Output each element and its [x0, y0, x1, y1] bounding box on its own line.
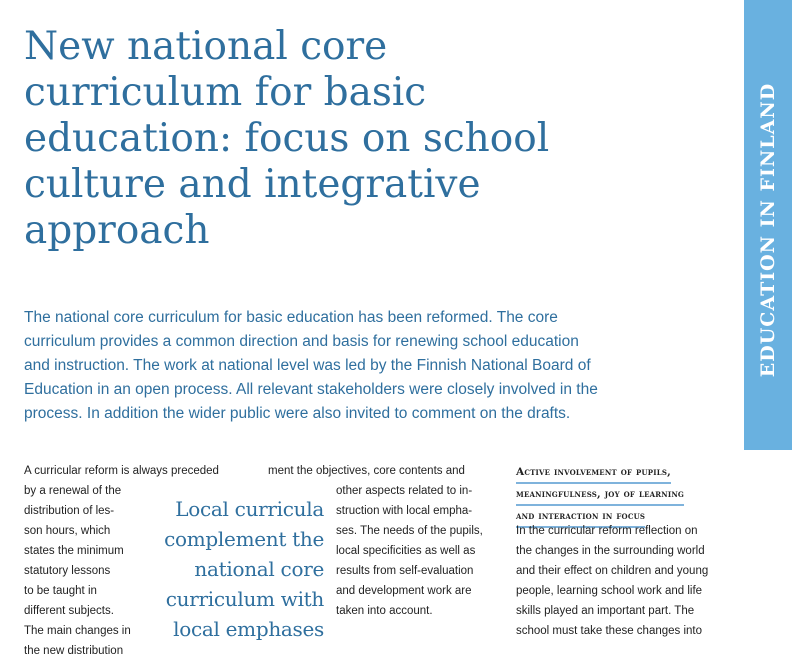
body-line: and their effect on children and young: [516, 565, 709, 577]
section-side-label: EDUCATION IN FINLAND: [757, 82, 779, 378]
body-line: taken into account.: [336, 605, 433, 617]
body-line: other aspects related to in-: [336, 485, 473, 497]
lead-line: Education in an open process. All relevant stakeholders were closely involved in the: [24, 381, 598, 398]
pull-quote: [140, 494, 324, 644]
body-line: struction with local empha-: [336, 505, 473, 517]
pull-quote-line: Local curricula: [175, 497, 324, 521]
title-line: education: focus on school: [24, 116, 550, 161]
body-line: by a renewal of the: [24, 485, 122, 497]
pull-quote-line: curriculum with: [165, 587, 324, 611]
lead-line: and instruction. The work at national level was led by the Finnish National Board of: [24, 357, 591, 374]
lead-line: The national core curriculum for basic education has been reformed. The core: [24, 309, 558, 326]
body-line: school must take these changes into: [516, 625, 703, 637]
section-heading-line: Active involvement of pupils,: [516, 462, 671, 484]
pull-quote-line: complement the: [164, 527, 324, 551]
body-line: people, learning school work and life: [516, 585, 703, 597]
section-heading-line: meaningfulness, joy of learning: [516, 484, 684, 506]
body-line: The main changes in: [24, 625, 131, 637]
body-line: the new distribution: [24, 645, 124, 657]
body-line: to be taught in: [24, 585, 97, 597]
title-line: approach: [24, 208, 210, 253]
lead-line: process. In addition the wider public were also invited to comment on the drafts.: [24, 405, 571, 422]
body-column-3: [516, 521, 708, 641]
lead-line: curriculum provides a common direction and basis for renewing school education: [24, 333, 579, 350]
body-line: A curricular reform is always preceded: [24, 465, 219, 477]
lead-paragraph: [24, 306, 724, 426]
body-line: and development work are: [336, 585, 472, 597]
title-line: New national core: [24, 24, 388, 69]
section-heading: [516, 462, 734, 528]
article-title: [24, 24, 724, 254]
section-heading-line: and interaction in focus: [516, 506, 645, 528]
body-line: skills played an important part. The: [516, 605, 695, 617]
body-line: ment the objectives, core contents and: [268, 465, 465, 477]
pull-quote-line: local emphases: [173, 617, 324, 641]
body-line: distribution of les-: [24, 505, 115, 517]
body-line: ses. The needs of the pupils,: [336, 525, 483, 537]
body-line: local specificities as well as: [336, 545, 476, 557]
title-line: curriculum for basic: [24, 70, 427, 115]
title-line: culture and integrative: [24, 162, 481, 207]
body-line: states the minimum: [24, 545, 124, 557]
body-line: the changes in the surrounding world: [516, 545, 705, 557]
body-line: different subjects.: [24, 605, 114, 617]
body-line: son hours, which: [24, 525, 111, 537]
body-line: results from self-evaluation: [336, 565, 474, 577]
pull-quote-line: national core: [194, 557, 324, 581]
body-line: In the curricular reform reflection on: [516, 525, 698, 537]
body-line: statutory lessons: [24, 565, 111, 577]
